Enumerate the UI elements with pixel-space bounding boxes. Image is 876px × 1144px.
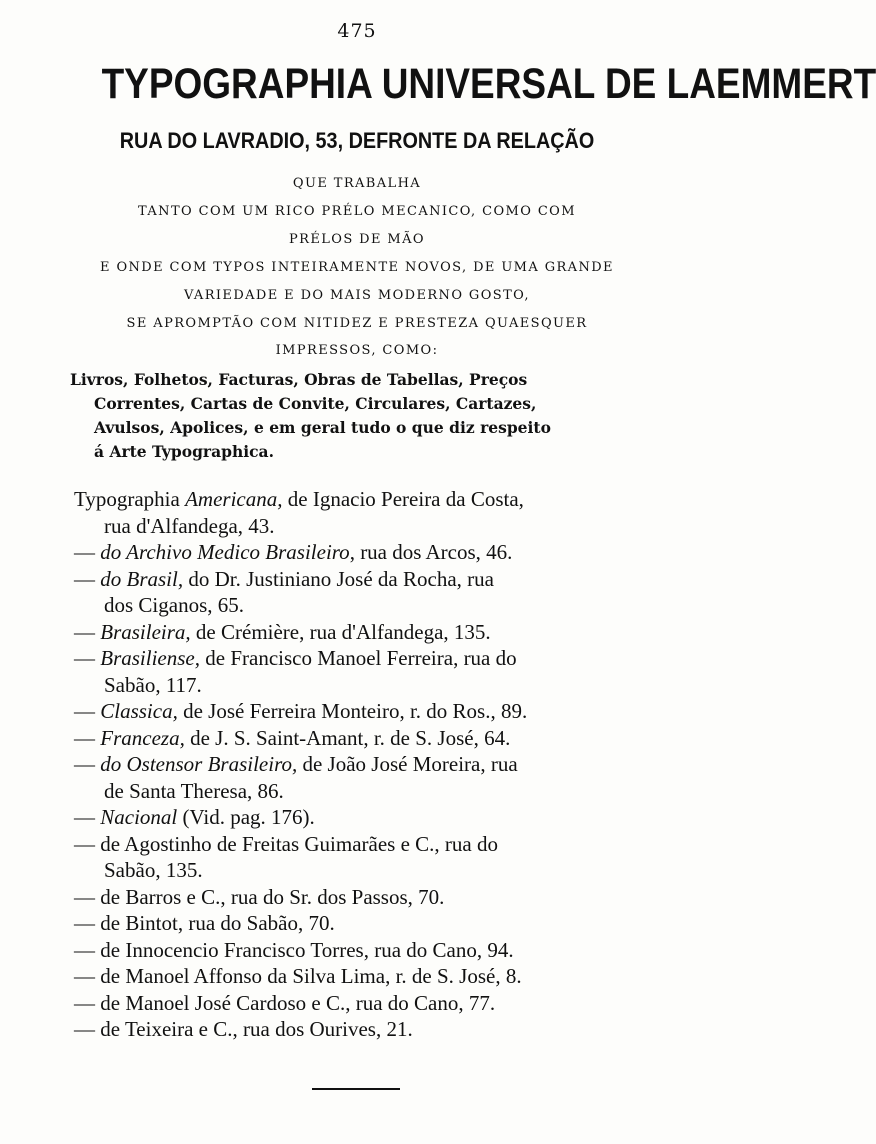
entry-pre: — [74, 805, 101, 829]
services-paragraph [70, 368, 670, 464]
entry-pre: — [74, 566, 101, 591]
entry-em: do Ostensor Brasileiro, [100, 752, 298, 776]
list-entry-line [74, 778, 674, 805]
address-subtitle: RUA DO LAVRADIO, 53, DEFRONTE DA RELAÇÃO [119, 128, 595, 153]
entry-pre: Typographia [74, 487, 186, 511]
entry-post: de Teixeira e C., rua dos Ourives, 21. [100, 1017, 413, 1041]
list-entry-line [74, 645, 674, 672]
entry-post: de J. S. Saint-Amant, r. de S. José, 64. [184, 725, 511, 750]
entry-pre: — [74, 990, 101, 1015]
services-line: Correntes, Cartas de Convite, Circulares, Cartazes, [94, 394, 537, 413]
entry-post: rua d'Alfandega, 43. [104, 513, 275, 538]
entry-pre: — [74, 646, 101, 670]
entry-pre: — [74, 884, 101, 909]
entry-pre: — [74, 1017, 101, 1041]
entry-em: Nacional [100, 805, 178, 829]
entry-em: Brasiliense, [100, 646, 200, 670]
entry-post: de José Ferreira Monteiro, r. do Ros., 89. [177, 699, 528, 723]
list-entry-line [74, 592, 674, 619]
entry-post: de Francisco Manoel Ferreira, rua do [200, 646, 517, 670]
entry-post: de Manoel José Cardoso e C., rua do Cano, 77. [100, 990, 496, 1015]
entry-pre: — [74, 964, 101, 988]
entry-post: de Crémière, rua d'Alfandega, 135. [190, 619, 491, 644]
entry-post: (Vid. pag. 176). [177, 805, 315, 829]
entry-post: de Barros e C., rua do Sr. dos Passos, 70. [100, 884, 445, 909]
entry-post: de Innocencio Francisco Torres, rua do Cano, 94. [100, 937, 514, 962]
list-entry-line [74, 1016, 674, 1043]
list-entry-line [74, 539, 674, 566]
entry-post: de Agostinho de Freitas Guimarães e C., rua do [100, 831, 498, 856]
list-entry-line [74, 963, 674, 990]
list-entry-line [74, 751, 674, 778]
entry-pre: — [74, 831, 101, 856]
entry-post: Sabão, 135. [104, 858, 203, 882]
entry-post: de Manoel Affonso da Silva Lima, r. de S. José, 8. [100, 964, 522, 988]
services-line: Avulsos, Apolices, e em geral tudo o que diz respeito [94, 418, 551, 437]
list-entry-line [74, 619, 674, 646]
entry-pre: — [74, 725, 101, 750]
entry-em: Brasileira, [100, 619, 191, 644]
caps-line: IMPRESSOS, COMO: [275, 343, 439, 358]
list-entry-line [74, 804, 674, 831]
services-line: Livros, Folhetos, Facturas, Obras de Tabellas, Preços [70, 370, 528, 389]
caps-line: QUE TRABALHA [292, 176, 422, 191]
list-entry-line [74, 990, 674, 1017]
closing-rule [312, 1088, 400, 1090]
list-entry-line [74, 937, 674, 964]
entry-em: Classica, [100, 699, 178, 723]
entry-pre: — [74, 937, 101, 962]
caps-line: E ONDE COM TYPOS INTEIRAMENTE NOVOS, DE UMA GRANDE [100, 260, 614, 275]
list-entry-line [74, 566, 674, 593]
caps-line: VARIEDADE E DO MAIS MODERNO GOSTO, [184, 288, 530, 303]
list-entry-line [74, 698, 674, 725]
list-entry-line [74, 857, 674, 884]
caps-line: PRÉLOS DE MÃO [289, 232, 425, 247]
caps-line: SE APROMPTÃO COM NITIDEZ E PRESTEZA QUAESQUER [126, 316, 588, 331]
entry-em: Americana, [185, 487, 283, 511]
entry-em: do Archivo Medico Brasileiro [100, 540, 350, 564]
list-entry-line [74, 831, 674, 858]
entry-post: de Santa Theresa, 86. [104, 778, 284, 803]
entry-post: do Dr. Justiniano José da Rocha, rua [183, 566, 494, 591]
list-entry-line [74, 513, 674, 540]
entry-em: Franceza, [100, 725, 185, 750]
entry-post: de João José Moreira, rua [297, 752, 518, 776]
entry-pre: — [74, 540, 101, 564]
list-entry-line [74, 486, 674, 513]
list-entry-line [74, 725, 674, 752]
services-line: á Arte Typographica. [94, 442, 274, 461]
printer-list [74, 486, 674, 1043]
list-entry-line [74, 910, 674, 937]
page-title: TYPOGRAPHIA UNIVERSAL DE LAEMMERT [101, 60, 876, 108]
entry-pre: — [74, 752, 101, 776]
entry-post: , rua dos Arcos, 46. [349, 540, 513, 564]
entry-pre: — [74, 699, 101, 723]
list-entry-line [74, 884, 674, 911]
list-entry-line [74, 672, 674, 699]
entry-pre: — [74, 619, 101, 644]
entry-post: Sabão, 117. [104, 672, 202, 697]
page-number: 475 [337, 20, 377, 42]
entry-post: de Bintot, rua do Sabão, 70. [100, 911, 335, 935]
entry-em: do Brasil, [100, 566, 184, 591]
entry-pre: — [74, 911, 101, 935]
entry-post: dos Ciganos, 65. [104, 593, 245, 617]
entry-post: de Ignacio Pereira da Costa, [282, 487, 524, 511]
caps-line: TANTO COM UM RICO PRÉLO MECANICO, COMO COM [138, 204, 576, 219]
